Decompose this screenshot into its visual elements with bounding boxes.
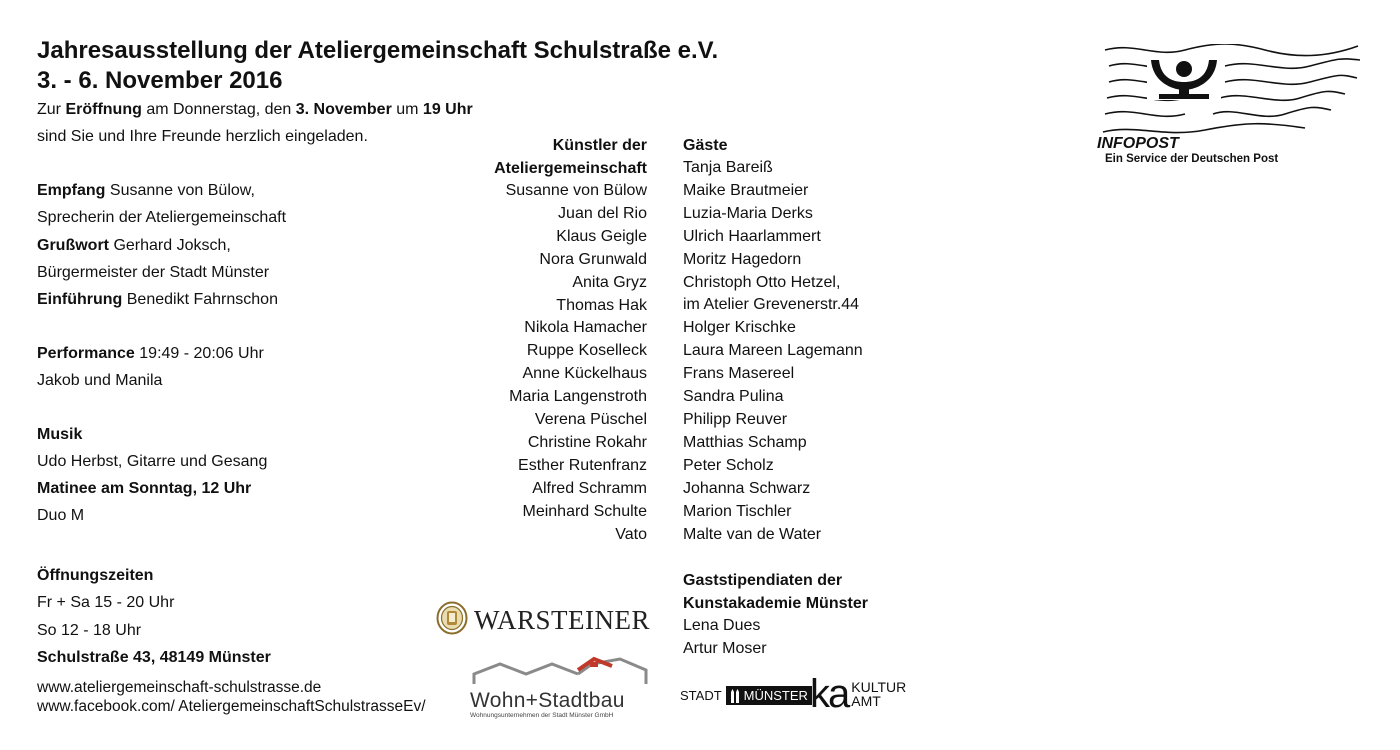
infopost-stamp [1095, 44, 1360, 165]
artists-name: Verena Püschel [534, 411, 647, 429]
guests-name: im Atelier Grevenerstr.44 [683, 296, 860, 314]
guests-list [683, 157, 863, 546]
musik-heading: Musik [37, 426, 83, 443]
stipend-heading-2: Kunstakademie Münster [683, 595, 868, 612]
artists-name: Maria Langenstroth [509, 388, 647, 406]
artists-name: Klaus Geigle [556, 227, 647, 245]
infopost-label: INFOPOST [1097, 135, 1179, 152]
guests-name: Laura Mareen Lagemann [683, 342, 863, 360]
guests-name: Tanja Bareiß [683, 159, 773, 176]
guests-name: Marion Tischler [683, 502, 792, 520]
stipend-heading-1: Gaststipendiaten der [683, 572, 843, 589]
guests-name: Moritz Hagedorn [683, 250, 802, 268]
artists-heading-1: Künstler der [552, 137, 647, 154]
invitation-line-2: sind Sie und Ihre Freunde herzlich eingeladen. [37, 128, 368, 145]
warsteiner-logo [436, 601, 650, 640]
address: Schulstraße 43, 48149 Münster [37, 649, 271, 666]
guests-name: Maike Brautmeier [683, 181, 809, 199]
kulturamt-logo [810, 674, 906, 714]
artists-name: Vato [615, 525, 647, 543]
einfuehrung-line: Einführung Benedikt Fahrnschon [37, 291, 278, 308]
page-title: Jahresausstellung der Ateliergemeinschaft Schulstraße e.V. [37, 37, 719, 64]
artists-name: Anita Gryz [572, 273, 647, 291]
warsteiner-emblem-icon [436, 601, 468, 640]
guests-name: Christoph Otto Hetzel, [683, 273, 841, 291]
artists-name: Alfred Schramm [532, 479, 647, 497]
artists-heading-2: Ateliergemeinschaft [494, 160, 647, 177]
hours-line-1: Fr + Sa 15 - 20 Uhr [37, 594, 175, 611]
matinee-text: Duo M [37, 507, 85, 524]
rooftops-icon [470, 656, 656, 686]
guests-heading: Gäste [683, 137, 728, 154]
stadt-label: STADT [680, 688, 722, 703]
artists-name: Meinhard Schulte [522, 502, 647, 520]
matinee-heading: Matinee am Sonntag, 12 Uhr [37, 480, 252, 497]
empfang-role: Sprecherin der Ateliergemeinschaft [37, 209, 287, 226]
guests-name: Frans Masereel [683, 365, 795, 383]
stipend-name: Artur Moser [683, 639, 767, 657]
wohn-stadtbau-logo [470, 656, 656, 719]
grusswort-line: Grußwort Gerhard Joksch, [37, 237, 231, 254]
invitation-line-1: Zur Eröffnung am Donnerstag, den 3. November um 19 Uhr [37, 101, 473, 118]
ka-mark: ka [810, 672, 849, 716]
stipend-name: Lena Dues [683, 617, 761, 634]
facebook-link[interactable]: www.facebook.com/ AteliergemeinschaftSchulstrasseEv/ [37, 698, 426, 715]
guests-name: Johanna Schwarz [683, 479, 811, 497]
artists-list [494, 180, 647, 547]
artists-name: Christine Rokahr [527, 433, 647, 451]
kulturamt-text: KULTUR AMT [851, 679, 907, 709]
performance-artists: Jakob und Manila [37, 372, 163, 389]
performance-line: Performance 19:49 - 20:06 Uhr [37, 345, 264, 362]
cathedral-icon [730, 689, 740, 703]
posthorn-wave-icon [1095, 44, 1360, 136]
artists-name: Thomas Hak [556, 296, 647, 314]
artists-name: Nora Grunwald [539, 250, 647, 268]
grusswort-role: Bürgermeister der Stadt Münster [37, 264, 270, 281]
warsteiner-wordmark: WARSTEINER [474, 605, 650, 635]
guests-name: Matthias Schamp [683, 433, 807, 451]
guests-name: Malte van de Water [683, 525, 822, 543]
artists-name: Susanne von Bülow [505, 182, 647, 199]
guests-name: Philipp Reuver [683, 410, 788, 428]
artists-column [494, 134, 647, 547]
guests-name: Sandra Pulina [683, 388, 784, 406]
guests-name: Holger Krischke [683, 319, 796, 337]
stipend-list [683, 615, 868, 661]
guests-name: Ulrich Haarlammert [683, 227, 821, 245]
artists-name: Anne Kückelhaus [522, 365, 647, 383]
exhibition-dates: 3. - 6. November 2016 [37, 67, 283, 94]
website-link[interactable]: www.ateliergemeinschaft-schulstrasse.de [37, 679, 322, 696]
wohn-stadtbau-wordmark: Wohn+Stadtbau [470, 689, 625, 712]
muenster-box [726, 686, 812, 705]
guests-name: Peter Scholz [683, 456, 774, 474]
hours-heading: Öffnungszeiten [37, 567, 154, 584]
stipend-section [683, 569, 868, 661]
guests-column [683, 134, 863, 546]
hours-line-2: So 12 - 18 Uhr [37, 622, 142, 639]
infopost-service: Ein Service der Deutschen Post [1105, 153, 1279, 165]
empfang-line: Empfang Susanne von Bülow, [37, 182, 255, 199]
musik-text: Udo Herbst, Gitarre und Gesang [37, 453, 268, 470]
stadt-muenster-logo [680, 686, 812, 705]
artists-name: Ruppe Koselleck [526, 342, 647, 360]
muenster-label: MÜNSTER [743, 688, 808, 703]
wohn-stadtbau-subtitle: Wohnungsunternehmen der Stadt Münster GmbH [470, 712, 614, 719]
artists-name: Nikola Hamacher [524, 319, 647, 337]
artists-name: Esther Rutenfranz [518, 456, 647, 474]
guests-name: Luzia-Maria Derks [683, 204, 813, 222]
artists-name: Juan del Rio [558, 204, 647, 222]
